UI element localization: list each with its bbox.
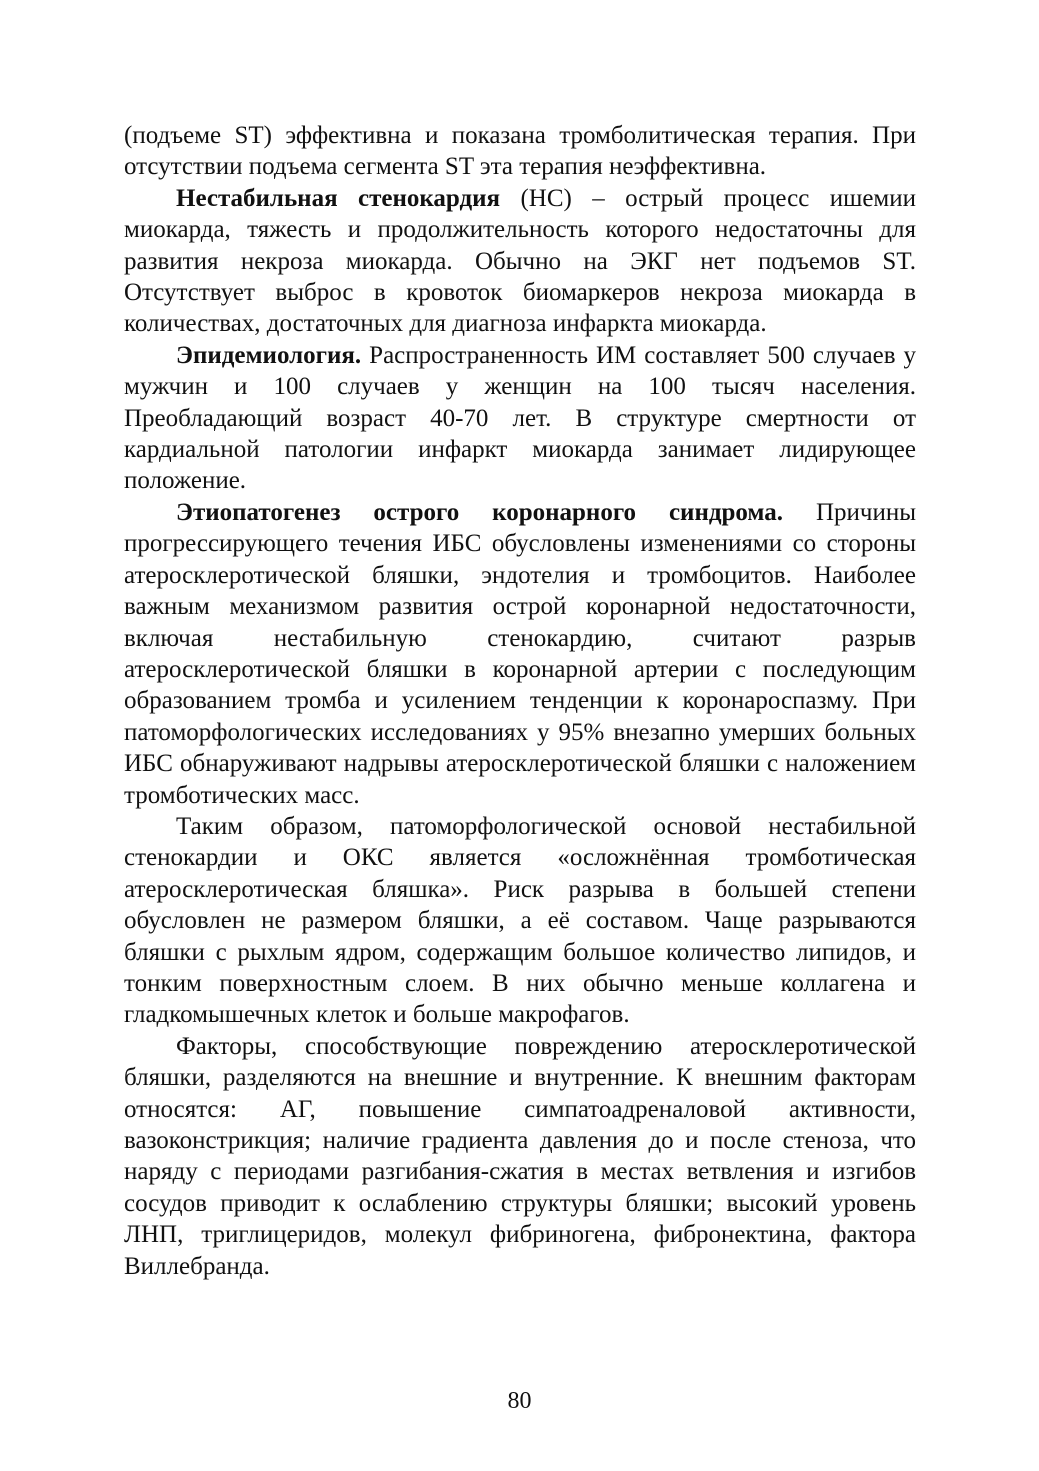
paragraph-heading: Эпидемиология. <box>176 341 362 369</box>
paragraph-etiopathogenesis <box>124 497 916 811</box>
paragraph-epidemiology <box>124 340 916 497</box>
paragraph-text: (НС) – острый процесс ишемии миокарда, тяжесть и продолжительность которого недостаточны для развития некроза миокарда. Обычно на ЭКГ нет подъемов ST. Отсутствует выброс в кровоток биомаркеров некроза миокарда в количествах, достаточных для диагноза инфаркта миокарда. <box>124 184 916 338</box>
paragraph-heading: Этиопатогенез острого коронарного синдрома. <box>176 498 784 526</box>
page-number: 80 <box>507 1388 532 1414</box>
paragraph-text: Таким образом, патоморфологической основой нестабильной стенокардии и ОКС является «осложнённая тромботическая атеросклеротическая бляшка». Риск разрыва в большей степени обусловлен не размером бляшки, а её составом. Чаще разрываются бляшки с рыхлым ядром, содержащим большое количество липидов, и тонким поверхностным слоем. В них обычно меньше коллагена и гладкомышечных клеток и больше макрофагов. <box>124 812 916 1029</box>
paragraph-text: Факторы, способствующие повреждению атеросклеротической бляшки, разделяются на внешние и внутренние. К внешним факторам относятся: АГ, повышение симпатоадреналовой активности, вазоконстрикция; наличие градиента давления до и после стеноза, что наряду с периодами разгибания-сжатия в местах ветвления и изгибов сосудов приводит к ослаблению структуры бляшки; высокий уровень ЛНП, триглицеридов, молекул фибриногена, фибронектина, фактора Виллебранда. <box>124 1032 916 1280</box>
paragraph-continuation <box>124 120 916 183</box>
paragraph-text: Распространенность ИМ составляет 500 случаев у мужчин и 100 случаев у женщин на 100 тысяч населения. Преобладающий возраст 40-70 лет. В структуре смертности от кардиальной патологии инфаркт миокарда занимает лидирующее положение. <box>124 341 916 495</box>
paragraph-pathomorphology <box>124 811 916 1031</box>
paragraph-heading: Нестабильная стенокардия <box>176 184 501 212</box>
paragraph-unstable-angina <box>124 183 916 340</box>
paragraph-text: (подъеме ST) эффективна и показана тромболитическая терапия. При отсутствии подъема сегмента ST эта терапия неэффективна. <box>124 122 916 181</box>
paragraph-text: Причины прогрессирующего течения ИБС обусловлены изменениями со стороны атеросклеротической бляшки, эндотелия и тромбоцитов. Наиболее важным механизмом развития острой коронарной недостаточности, включая нестабильную стенокардию, считают разрыв атеросклеротической бляшки в коронарной артерии с последующим образованием тромба и усилением тенденции к коронароспазму. При патоморфологических исследованиях у 95% внезапно умерших больных ИБС обнаруживают надрывы атеросклеротической бляшки с наложением тромботических масс. <box>124 498 917 809</box>
paragraph-damage-factors <box>124 1031 916 1282</box>
page-body <box>124 120 916 1282</box>
